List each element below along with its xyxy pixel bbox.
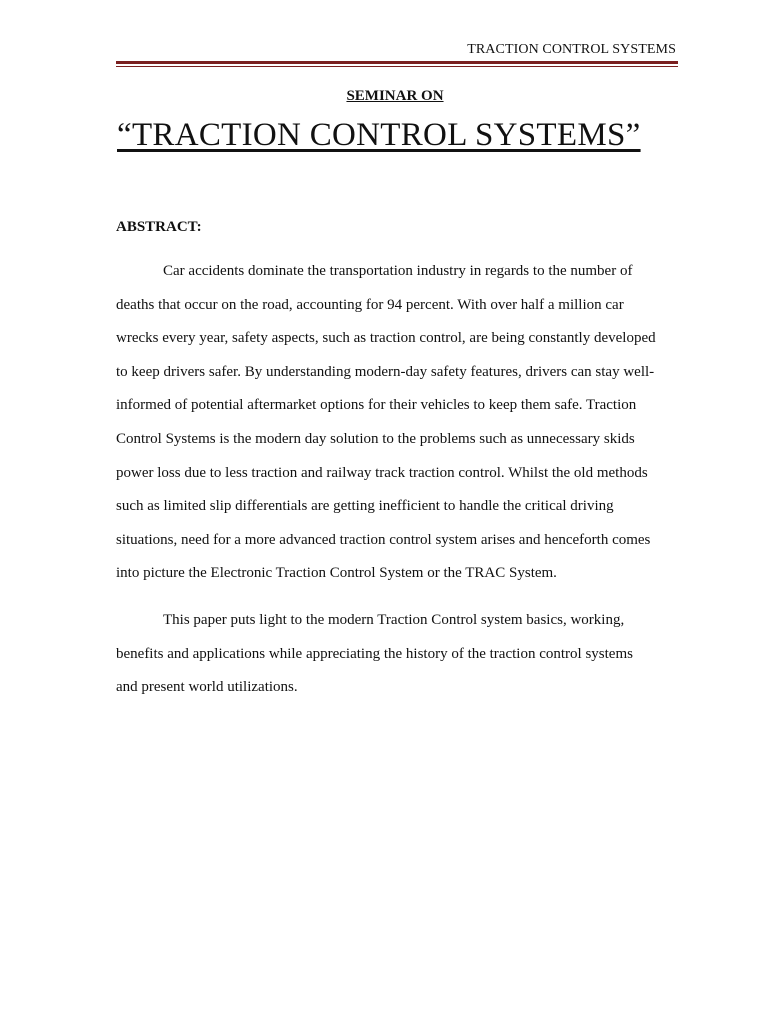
text-line: power loss due to less traction and railway track traction control. Whilst the old methods	[116, 464, 648, 481]
abstract-heading: ABSTRACT:	[116, 219, 202, 235]
running-header: TRACTION CONTROL SYSTEMS	[467, 42, 676, 57]
header-rule-thin	[116, 66, 678, 67]
text-line: such as limited slip differentials are getting inefficient to handle the critical driving	[116, 498, 614, 515]
page-title: “TRACTION CONTROL SYSTEMS”	[117, 117, 641, 153]
text-line: into picture the Electronic Traction Control System or the TRAC System.	[116, 565, 557, 582]
text-line: This paper puts light to the modern Traction Control system basics, working,	[163, 612, 625, 628]
header-rule-thick	[116, 61, 678, 64]
text-line: benefits and applications while appreciating the history of the traction control systems	[116, 645, 633, 662]
abstract-paragraph-1	[116, 255, 678, 591]
text-line: and present world utilizations.	[116, 679, 298, 696]
text-line: situations, need for a more advanced traction control system arises and henceforth comes	[116, 531, 651, 548]
text-line: wrecks every year, safety aspects, such as traction control, are being constantly developed	[116, 330, 656, 347]
abstract-paragraph-2	[116, 604, 678, 705]
text-line: to keep drivers safer. By understanding modern-day safety features, drivers can stay well-	[116, 363, 655, 380]
text-line: Control Systems is the modern day solution to the problems such as unnecessary skids	[116, 430, 635, 447]
seminar-label: SEMINAR ON	[346, 88, 444, 104]
text-line: deaths that occur on the road, accounting for 94 percent. With over half a million car	[116, 296, 624, 313]
text-line: Car accidents dominate the transportation industry in regards to the number of	[163, 263, 633, 279]
text-line: informed of potential aftermarket options for their vehicles to keep them safe. Traction	[116, 397, 637, 414]
